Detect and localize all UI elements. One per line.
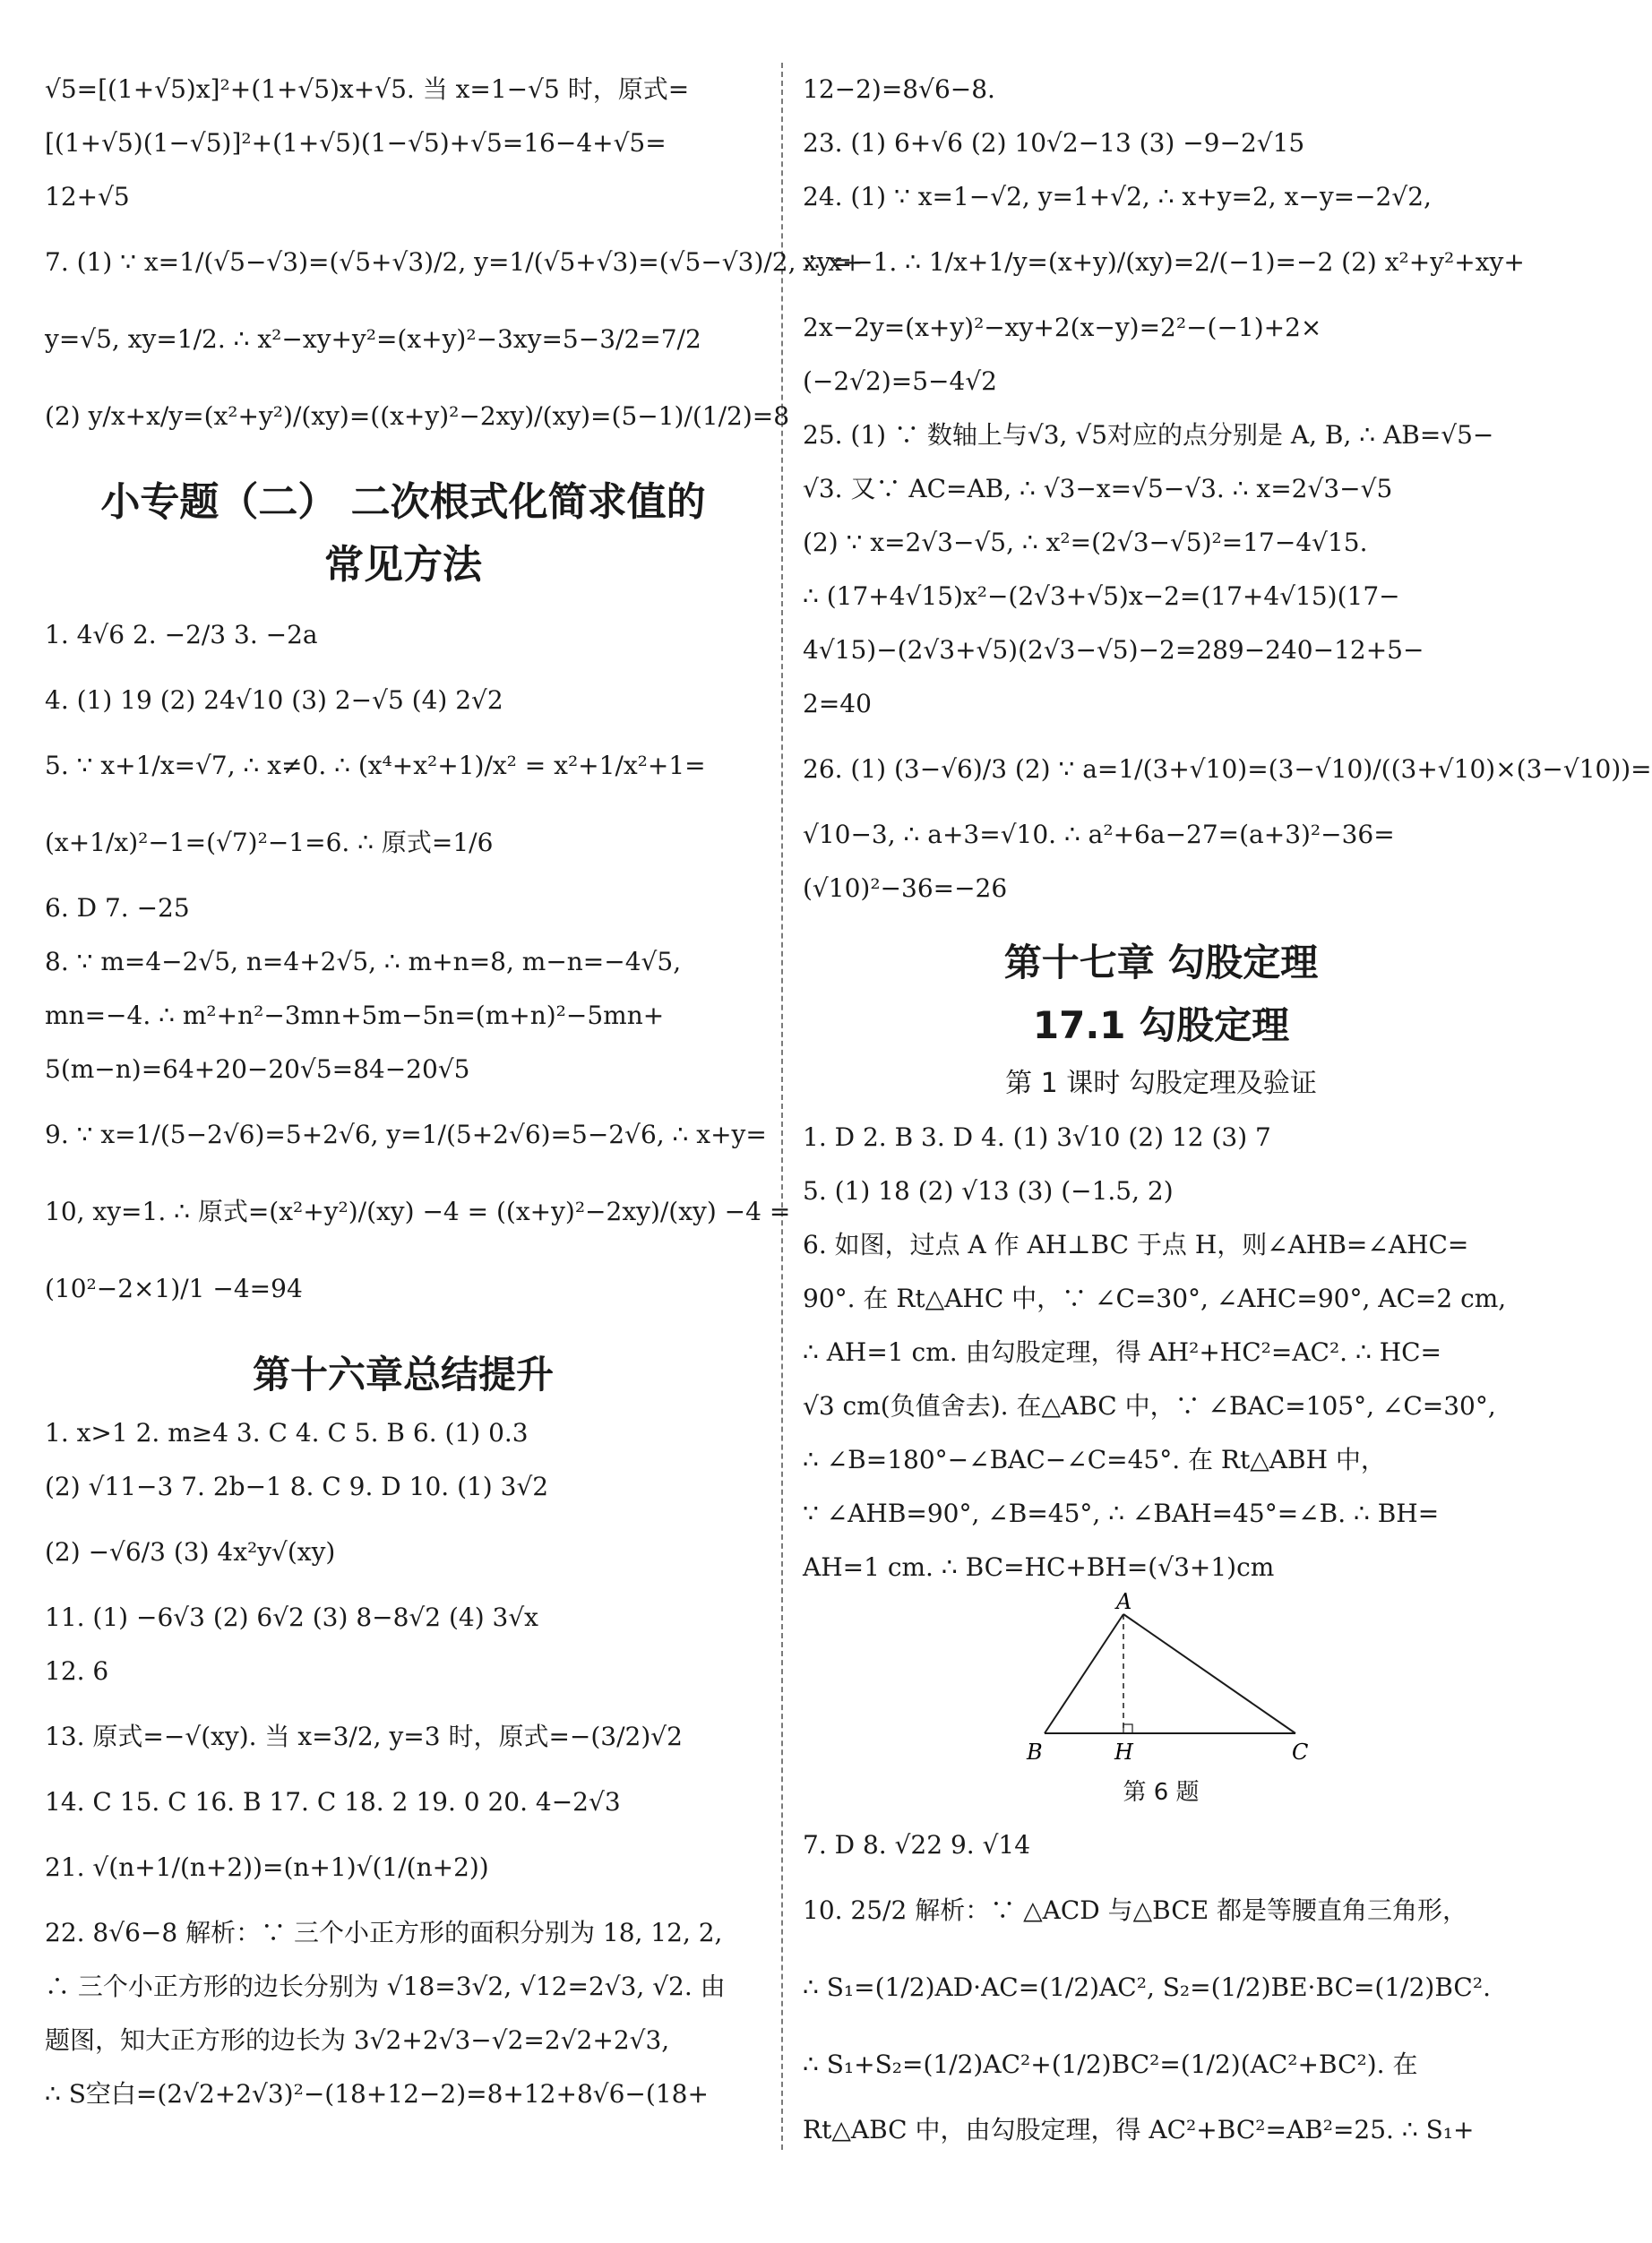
text-line: 5. (1) 18 (2) √13 (3) (−1.5, 2)	[803, 1176, 1174, 1206]
text-line: ∵ ∠AHB=90°, ∠B=45°, ∴ ∠BAH=45°=∠B. ∴ BH=	[803, 1499, 1440, 1528]
text-line: 11. (1) −6√3 (2) 6√2 (3) 8−8√2 (4) 3√x	[45, 1603, 538, 1632]
text-line: 6. D 7. −25	[45, 893, 190, 923]
text-line: ∴ ∠B=180°−∠BAC−∠C=45°. 在 Rt△ABH 中，	[803, 1445, 1386, 1474]
text-line: (2) √11−3 7. 2b−1 8. C 9. D 10. (1) 3√2	[45, 1472, 549, 1501]
text-line: 8. ∵ m=4−2√5, n=4+2√5, ∴ m+n=8, m−n=−4√5,	[45, 947, 682, 976]
text-line: 2x−2y=(x+y)²−xy+2(x−y)=2²−(−1)+2×	[803, 313, 1322, 342]
text-line: 26. (1) (3−√6)/3 (2) ∵ a=1/(3+√10)=(3−√10)/((3+√10)×(3−√10))=	[803, 754, 1652, 784]
text-line: (2) y/x+x/y=(x²+y²)/(xy)=((x+y)²−2xy)/(xy)=(5−1)/(1/2)=8	[45, 401, 790, 431]
text-line: (√10)²−36=−26	[803, 873, 1008, 903]
text-line: 5(m−n)=64+20−20√5=84−20√5	[45, 1054, 470, 1084]
text-line: ∴ (17+4√15)x²−(2√3+√5)x−2=(17+4√15)(17−	[803, 581, 1400, 611]
text-line: y=√5, xy=1/2. ∴ x²−xy+y²=(x+y)²−3xy=5−3/2=7/2	[45, 324, 701, 354]
text-line: ∴ AH=1 cm. 由勾股定理，得 AH²+HC²=AC². ∴ HC=	[803, 1337, 1442, 1367]
label-a: A	[1116, 1589, 1132, 1614]
side-ab	[1045, 1614, 1123, 1733]
text-line: ∴ S空白=(2√2+2√3)²−(18+12−2)=8+12+8√6−(18+	[45, 2079, 709, 2109]
text-line: 12+√5	[45, 182, 130, 211]
chapter-17-title: 第十七章 勾股定理	[1003, 941, 1319, 984]
triangle-figure	[803, 1589, 1519, 1818]
text-line: (10²−2×1)/1 −4=94	[45, 1274, 303, 1303]
text-line: 25. (1) ∵ 数轴上与√3, √5对应的点分别是 A, B, ∴ AB=√5−	[803, 420, 1494, 450]
text-line: 题图，知大正方形的边长为 3√2+2√3−√2=2√2+2√3,	[45, 2025, 670, 2055]
lesson-title: 第 1 课时 勾股定理及验证	[1005, 1068, 1317, 1099]
right-angle-mark	[1123, 1724, 1132, 1733]
text-line: Rt△ABC 中，由勾股定理，得 AC²+BC²=AB²=25. ∴ S₁+	[803, 2115, 1475, 2144]
text-line: 1. 4√6 2. −2/3 3. −2a	[45, 620, 318, 649]
text-line: 10, xy=1. ∴ 原式=(x²+y²)/(xy) −4 = ((x+y)²−2xy)/(xy) −4 =	[45, 1197, 791, 1226]
text-line: 22. 8√6−8 解析：∵ 三个小正方形的面积分别为 18, 12, 2,	[45, 1918, 723, 1947]
text-line: 1. D 2. B 3. D 4. (1) 3√10 (2) 12 (3) 7	[803, 1122, 1271, 1152]
triangle-diagram	[1018, 1589, 1322, 1774]
text-line: 4√15)−(2√3+√5)(2√3−√5)−2=289−240−12+5−	[803, 635, 1424, 665]
text-line: (2) ∵ x=2√3−√5, ∴ x²=(2√3−√5)²=17−4√15.	[803, 528, 1368, 557]
right-column	[803, 63, 1652, 2157]
text-line: 6. 如图，过点 A 作 AH⊥BC 于点 H，则∠AHB=∠AHC=	[803, 1230, 1469, 1259]
label-c: C	[1292, 1740, 1309, 1765]
text-line: 7. D 8. √22 9. √14	[803, 1830, 1031, 1860]
text-line: √3 cm(负值舍去). 在△ABC 中，∵ ∠BAC=105°, ∠C=30°,	[803, 1391, 1496, 1421]
section-title-topic-2-cont: 常见方法	[324, 542, 482, 588]
text-line: 23. (1) 6+√6 (2) 10√2−13 (3) −9−2√15	[803, 128, 1305, 158]
label-h: H	[1114, 1740, 1133, 1765]
text-line: 24. (1) ∵ x=1−√2, y=1+√2, ∴ x+y=2, x−y=−2√2,	[803, 182, 1432, 211]
section-title-topic-2: 小专题（二） 二次根式化简求值的	[100, 479, 706, 525]
text-line: 14. C 15. C 16. B 17. C 18. 2 19. 0 20. 4−2√3	[45, 1787, 621, 1817]
text-line: (2) −√6/3 (3) 4x²y√(xy)	[45, 1537, 336, 1567]
text-line: 90°. 在 Rt△AHC 中，∵ ∠C=30°, ∠AHC=90°, AC=2 cm,	[803, 1284, 1507, 1313]
text-line: 2=40	[803, 689, 872, 718]
text-line: (x+1/x)²−1=(√7)²−1=6. ∴ 原式=1/6	[45, 828, 494, 857]
text-line: 1. x>1 2. m≥4 3. C 4. C 5. B 6. (1) 0.3	[45, 1418, 529, 1448]
text-line: AH=1 cm. ∴ BC=HC+BH=(√3+1)cm	[803, 1552, 1275, 1582]
text-line: [(1+√5)(1−√5)]²+(1+√5)(1−√5)+√5=16−4+√5=	[45, 128, 667, 158]
section-17-1-title: 17.1 勾股定理	[1032, 1003, 1290, 1047]
text-line: ∴ S₁=(1/2)AD·AC=(1/2)AC², S₂=(1/2)BE·BC=(1/2)BC².	[803, 1972, 1491, 2002]
text-line: 4. (1) 19 (2) 24√10 (3) 2−√5 (4) 2√2	[45, 685, 503, 715]
text-line: √3. 又∵ AC=AB, ∴ √3−x=√5−√3. ∴ x=2√3−√5	[803, 474, 1393, 503]
text-line: ∴ S₁+S₂=(1/2)AC²+(1/2)BC²=(1/2)(AC²+BC²). 在	[803, 2050, 1418, 2079]
text-line: √5=[(1+√5)x]²+(1+√5)x+√5. 当 x=1−√5 时，原式=	[45, 74, 690, 104]
text-line: 5. ∵ x+1/x=√7, ∴ x≠0. ∴ (x⁴+x²+1)/x² = x²+1/x²+1=	[45, 751, 706, 780]
side-ac	[1123, 1614, 1295, 1733]
section-title-chapter-16-review: 第十六章总结提升	[252, 1353, 554, 1397]
text-line: (−2√2)=5−4√2	[803, 366, 997, 396]
text-line: 13. 原式=−√(xy). 当 x=3/2, y=3 时，原式=−(3/2)√2	[45, 1722, 683, 1751]
label-b: B	[1027, 1740, 1043, 1765]
text-line: 10. 25/2 解析：∵ △ACD 与△BCE 都是等腰直角三角形，	[803, 1895, 1468, 1925]
figure-caption: 第 6 题	[1123, 1779, 1200, 1806]
text-line: mn=−4. ∴ m²+n²−3mn+5m−5n=(m+n)²−5mn+	[45, 1001, 665, 1030]
text-line: ∴ 三个小正方形的边长分别为 √18=3√2, √12=2√3, √2. 由	[45, 1972, 726, 2001]
text-line: 21. √(n+1/(n+2))=(n+1)√(1/(n+2))	[45, 1852, 489, 1882]
answer-7-line: 7. (1) ∵ x=1/(√5−√3)=(√5+√3)/2, y=1/(√5+√3)=(√5−√3)/2, ∴ x+	[45, 247, 864, 277]
column-divider	[781, 63, 783, 2150]
text-line: 12. 6	[45, 1656, 109, 1686]
text-line: √10−3, ∴ a+3=√10. ∴ a²+6a−27=(a+3)²−36=	[803, 820, 1395, 849]
text-line: xy=−1. ∴ 1/x+1/y=(x+y)/(xy)=2/(−1)=−2 (2) x²+y²+xy+	[803, 247, 1525, 277]
text-line: 12−2)=8√6−8.	[803, 74, 995, 104]
text-line: 9. ∵ x=1/(5−2√6)=5+2√6, y=1/(5+2√6)=5−2√6, ∴ x+y=	[45, 1120, 767, 1149]
